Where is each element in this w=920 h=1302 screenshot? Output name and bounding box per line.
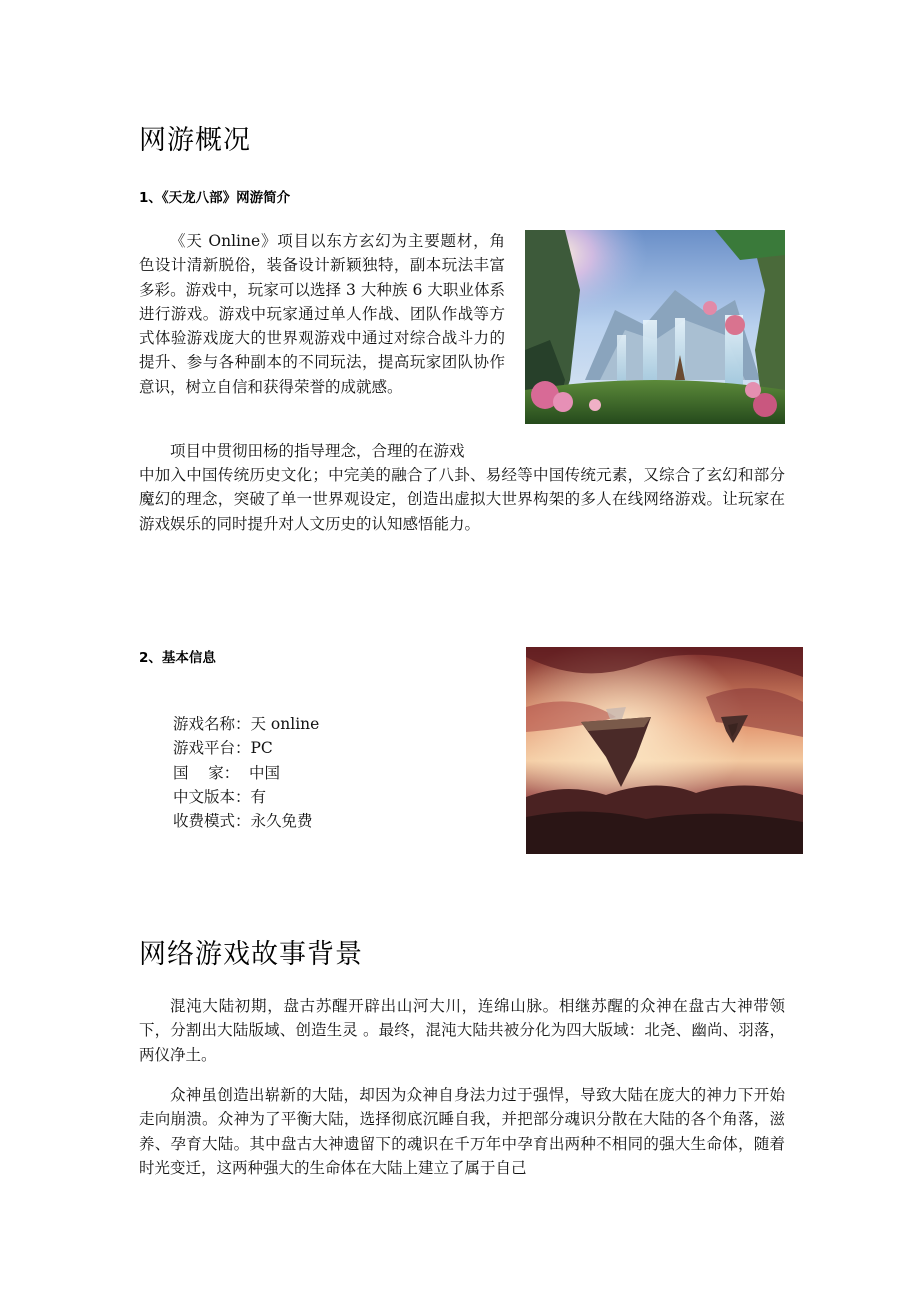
subsection-heading-basic-info: 2、基本信息 (139, 650, 216, 666)
info-pricing: 收费模式：永久免费 (173, 812, 313, 831)
basic-info-list (173, 712, 319, 833)
intro-paragraph-2: 中加入中国传统历史文化；中完美的融合了八卦、易经等中国传统元素，又综合了玄幻和部分魔幻的理念，突破了单一世界观设定，创造出虚拟大世界构架的多人在线网络游戏。让玩家在游戏娱乐的同时提升对人文历史的认知感悟能力。 (139, 466, 785, 533)
info-platform: 游戏平台：PC (173, 739, 273, 758)
info-game-name: 游戏名称：天 online (173, 715, 320, 733)
page-title: 网游概况 (139, 125, 251, 156)
intro-paragraph: 《天 Online》项目以东方玄幻为主要题材，角色设计清新脱俗，装备设计新颖独特，副本玩法丰富多彩。游戏中，玩家可以选择 3 大种族 6 大职业体系进行游戏。游戏中玩家通过单人作战、团队作战等方式体验游戏庞大的世界观游戏中通过对综合战斗力的提升、参与各种副本的不同玩法，提高玩家团队协作意识，树立自信和获得荣誉的成就感。 (139, 232, 505, 396)
floating-islands-image (526, 647, 803, 854)
info-chinese-version: 中文版本：有 (173, 787, 267, 806)
story-paragraph-1: 混沌大陆初期，盘古苏醒开辟出山河大川，连绵山脉。相继苏醒的众神在盘古大神带领下，分割出大陆版域、创造生灵 。最终，混沌大陆共被分化为四大版域：北尧、幽尚、羽落，两仪净土。 (139, 997, 785, 1064)
story-paragraph-2: 众神虽创造出崭新的大陆，却因为众神自身法力过于强悍，导致大陆在庞大的神力下开始走向崩溃。众神为了平衡大陆，选择彻底沉睡自我，并把部分魂识分散在大陆的各个角落，滋养、孕育大陆。其中盘古大神遗留下的魂识在千万年中孕育出两种不相同的强大生命体，随着时光变迁，这两种强大的生命体在大陆上建立了属于自己 (139, 1086, 785, 1177)
intro-paragraph-2-line1: 项目中贯彻田杨的指导理念，合理的在游戏 (170, 442, 465, 460)
info-country: 国 家： 中国 (173, 763, 281, 782)
section-title-story: 网络游戏故事背景 (139, 939, 363, 970)
waterfall-landscape-image (525, 230, 785, 424)
subsection-heading-intro: 1、《天龙八部》网游简介 (139, 190, 291, 206)
